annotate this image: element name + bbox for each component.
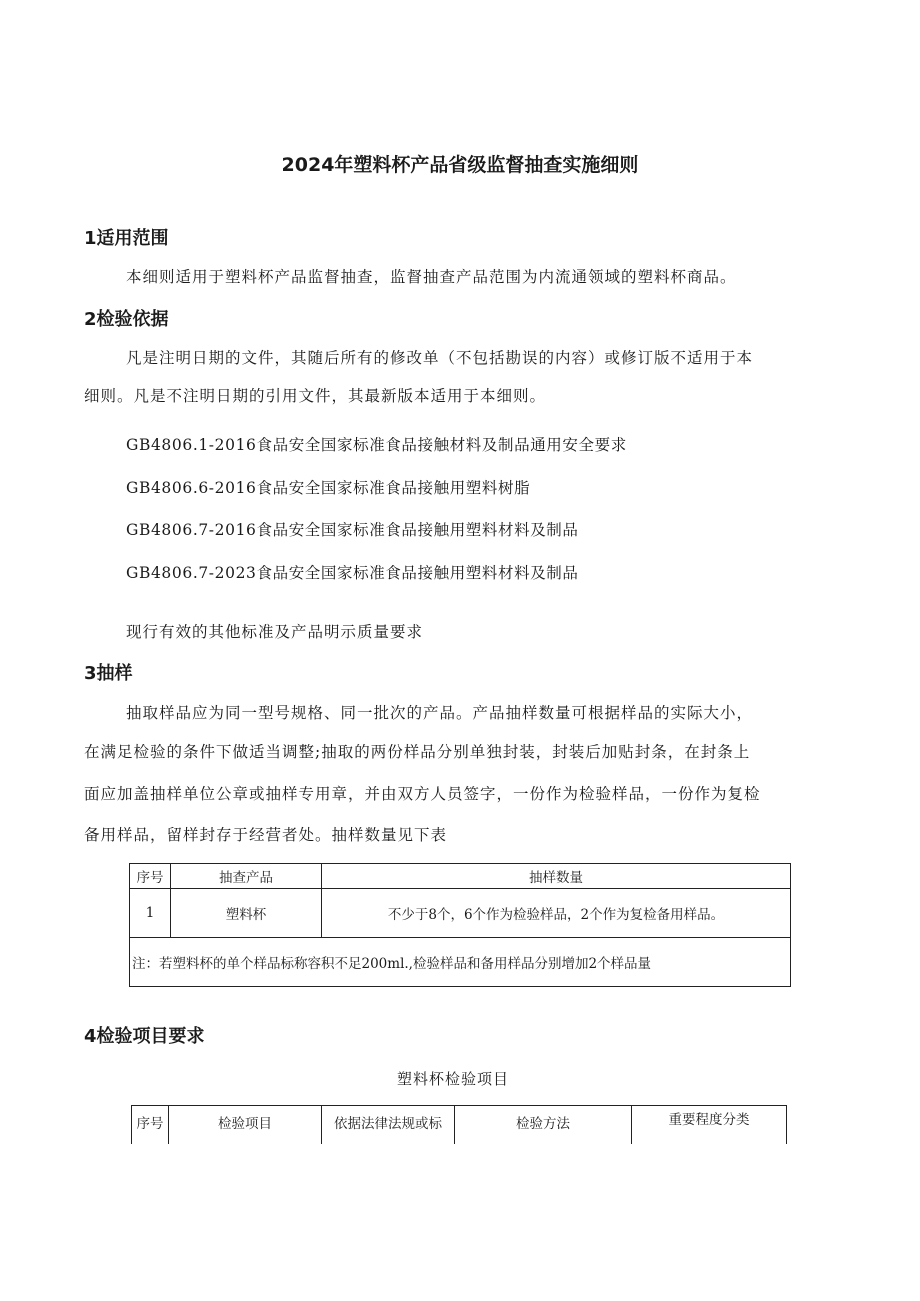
standard-code: GB4806.6-2016 [126,479,257,497]
section-4-heading: 4检验项目要求 [84,1026,205,1047]
inspection-items-table [131,1105,787,1144]
table-header-cell: 抽样数量 [322,864,791,889]
table-header-cell: 抽查产品 [171,864,322,889]
section-3-heading: 3抽样 [84,663,133,684]
table-cell: 不少于8个，6个作为检验样品，2个作为复检备用样品。 [322,889,791,938]
standard-code: GB4806.7-2016 [126,521,257,539]
table-header-cell: 重要程度分类 [632,1106,787,1145]
standard-item [126,433,627,455]
table-note: 注：若塑料杯的单个样品标称容积不足200ml.,检验样品和备用样品分别增加2个样品量 [130,938,791,987]
standard-name: 食品安全国家标准食品接触用塑料树脂 [256,479,531,497]
standard-item [126,561,579,583]
other-standards: 现行有效的其他标准及产品明示质量要求 [126,623,424,641]
table-header-cell: 检验项目 [169,1106,322,1145]
table-cell: 塑料杯 [171,889,322,938]
table-header-cell: 检验方法 [455,1106,632,1145]
sampling-line-4: 备用样品，留样封存于经营者处。抽样数量见下表 [84,826,448,844]
sampling-line-1: 抽取样品应为同一型号规格、同一批次的产品。产品抽样数量可根据样品的实际大小， [126,704,754,722]
standard-item [126,476,530,498]
standard-name: 食品安全国家标准食品接触用塑料材料及制品 [256,564,579,582]
table-caption: 塑料杯检验项目 [397,1070,510,1088]
section-2-paragraph-line-2: 细则。凡是不注明日期的引用文件，其最新版本适用于本细则。 [84,387,547,405]
standard-code: GB4806.7-2023 [126,564,257,582]
sampling-table [129,863,791,987]
section-1-paragraph: 本细则适用于塑料杯产品监督抽查，监督抽查产品范围为内流通领域的塑料杯商品。 [126,268,737,286]
page-title: 2024年塑料杯产品省级监督抽查实施细则 [281,154,639,176]
standard-name: 食品安全国家标准食品接触用塑料材料及制品 [256,521,579,539]
sampling-line-2: 在满足检验的条件下做适当调整;抽取的两份样品分别单独封装，封装后加贴封条，在封条上 [84,743,751,761]
standard-item [126,518,579,540]
table-cell: 1 [130,889,171,938]
standard-name: 食品安全国家标准食品接触材料及制品通用安全要求 [256,436,627,454]
table-header-cell: 序号 [132,1106,169,1145]
section-2-paragraph-line-1: 凡是注明日期的文件，其随后所有的修改单（不包括勘误的内容）或修订版不适用于本 [126,349,754,367]
standard-code: GB4806.1-2016 [126,436,257,454]
section-2-heading: 2检验依据 [84,309,169,330]
section-1-heading: 1适用范围 [84,228,169,249]
sampling-line-3: 面应加盖抽样单位公章或抽样专用章，并由双方人员签字，一份作为检验样品，一份作为复检 [84,785,761,803]
table-header-cell: 依据法律法规或标 [322,1106,455,1145]
table-header-cell: 序号 [130,864,171,889]
